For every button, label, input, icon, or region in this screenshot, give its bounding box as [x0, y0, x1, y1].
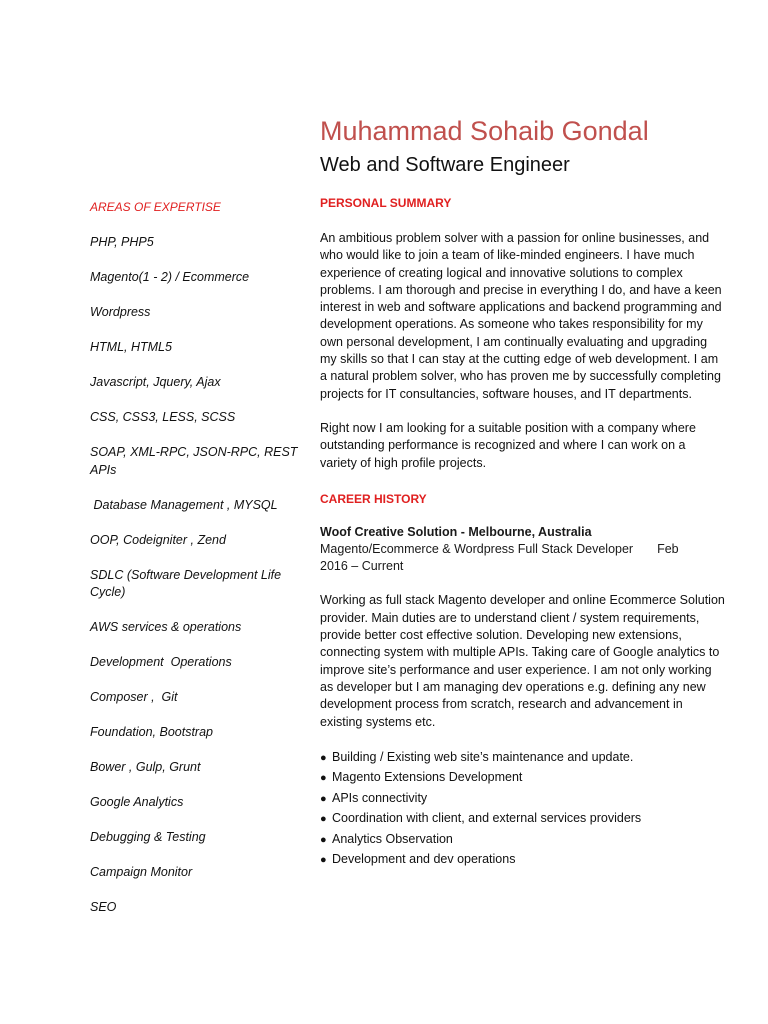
expertise-column: [90, 199, 305, 934]
skill-item: Magento(1 - 2) / Ecommerce: [90, 270, 250, 284]
skill-item: Bower , Gulp, Grunt: [90, 760, 201, 774]
skill-item: Campaign Monitor: [90, 865, 193, 879]
bullet-icon: ●: [320, 854, 327, 867]
bullet-icon: ●: [320, 813, 327, 826]
career-heading: CAREER HISTORY: [320, 491, 427, 506]
skill-item: CSS, CSS3, LESS, SCSS: [90, 410, 236, 424]
skill-item: Development Operations: [90, 655, 232, 669]
skill-item: SOAP, XML-RPC, JSON-RPC, REST APIs: [90, 445, 298, 477]
summary-paragraph: Right now I am looking for a suitable position with a company where outstanding performance is recognized and where I can work on a variety of high profile projects.: [320, 420, 696, 470]
bullet-icon: ●: [320, 833, 327, 846]
skill-item: Composer , Git: [90, 690, 178, 704]
main-column: [320, 195, 725, 871]
candidate-name: Muhammad Sohaib Gondal: [320, 116, 649, 146]
bullet-icon: ●: [320, 792, 327, 805]
skill-item: Foundation, Bootstrap: [90, 725, 213, 739]
job-role-line: [320, 541, 725, 576]
skill-item: Database Management , MYSQL: [90, 497, 278, 512]
resume-header: [320, 114, 740, 178]
summary-heading: PERSONAL SUMMARY: [320, 196, 452, 210]
bullet-icon: ●: [320, 751, 327, 764]
job-description: Working as full stack Magento developer and online Ecommerce Solution provider. Main duties are to understand client / system requirements, provide better cost effective solution. Developing new extensions, connecting system with multiple APIs. Taking care of Google analytics to improve site’s performance and user experience. I am not only working as developer but I am managing dev operations e.g. defining any new development process from scratch, research and advancement in existing systems etc.: [320, 593, 725, 729]
job-role: Magento/Ecommerce & Wordpress Full Stack Developer: [320, 541, 634, 556]
skill-item: SEO: [90, 900, 117, 914]
job-date-start: Feb: [657, 541, 679, 556]
job-date-rest: 2016 – Current: [320, 559, 404, 574]
skill-item: AWS services & operations: [90, 620, 242, 634]
skill-item: PHP, PHP5: [90, 235, 154, 249]
skill-item: Javascript, Jquery, Ajax: [90, 375, 221, 389]
candidate-title: Web and Software Engineer: [320, 154, 570, 176]
list-item: ● Building / Existing web site’s maintenance and update.: [320, 748, 725, 769]
list-item: ● Magento Extensions Development: [320, 768, 725, 789]
bullet-icon: ●: [320, 772, 327, 785]
skill-item: OOP, Codeigniter , Zend: [90, 532, 226, 547]
expertise-heading: AREAS OF EXPERTISE: [90, 200, 221, 214]
job-duties-list: [320, 748, 725, 871]
skill-item: Wordpress: [90, 305, 151, 319]
skill-item: Debugging & Testing: [90, 830, 206, 844]
skill-item: SDLC (Software Development Life Cycle): [90, 567, 282, 599]
job-company: Woof Creative Solution - Melbourne, Australia: [320, 524, 592, 539]
list-item: ● APIs connectivity: [320, 789, 725, 810]
skill-item: Google Analytics: [90, 795, 184, 809]
list-item: ● Coordination with client, and external services providers: [320, 809, 725, 830]
summary-paragraph: An ambitious problem solver with a passion for online businesses, and who would like to join a team of like-minded engineers. I have much experience of creating logical and innovative solutions to complex problems. I am thorough and precise in everything I do, and have a keen interest in web and software applications and backend programming and development operations. As someone who takes responsibility for my own personal development, I am continually evaluating and upgrading my skills so that I can stay at the cutting edge of web development. I am a natural problem solver, who has proven me by successfully completing projects for IT consultancies, software houses, and IT departments.: [320, 231, 722, 401]
list-item: ● Analytics Observation: [320, 830, 725, 851]
skill-item: HTML, HTML5: [90, 340, 172, 354]
list-item: ● Development and dev operations: [320, 850, 725, 871]
